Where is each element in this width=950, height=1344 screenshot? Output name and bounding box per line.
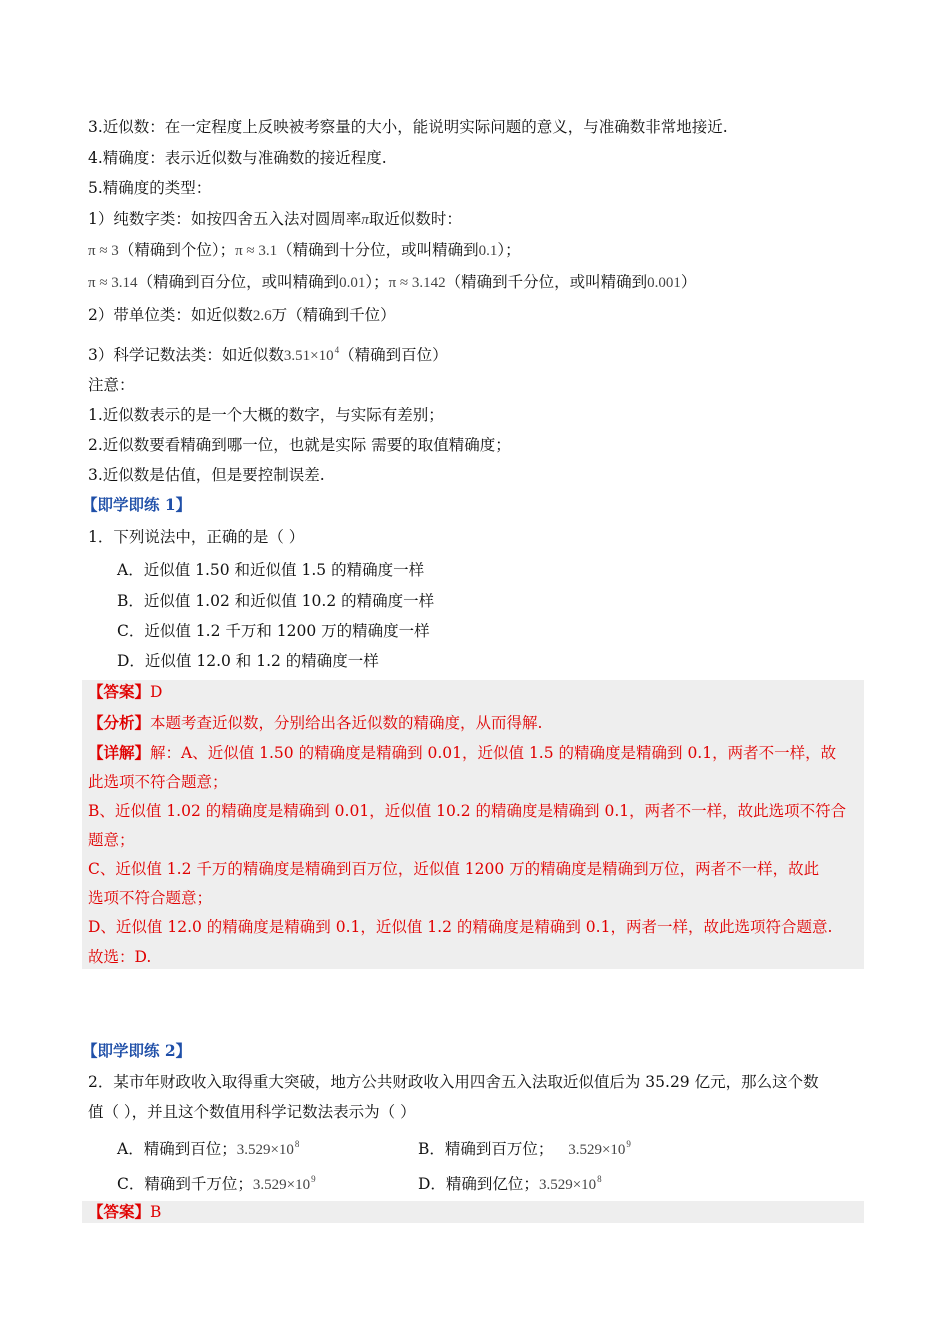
- note-line-3: 3.近似数：在一定程度上反映被考察量的大小，能说明实际问题的意义，与准确数非常地接近.: [88, 118, 728, 136]
- row1-text2: （精确到十分位，或叫精确到: [277, 241, 479, 259]
- pi-approx-3: π ≈ 3: [88, 243, 119, 259]
- type2-line: [88, 304, 396, 327]
- row2-text3: （精确到千分位，或叫精确到: [445, 273, 648, 291]
- value-2-6: 2.6: [252, 308, 272, 324]
- note-line-5: 5.精确度的类型：: [88, 179, 212, 197]
- row2-text4: ）: [680, 273, 697, 291]
- note-item-2: 2.近似数要看精确到哪一位，也就是实际 需要的取值精确度；: [88, 436, 511, 454]
- value-3-51e4: [283, 345, 340, 364]
- exercise-1-detail-line-6: 选项不符合题意；: [88, 889, 213, 907]
- option-b-label: B．精确到百万位；: [418, 1140, 554, 1158]
- note-line-4: 4.精确度：表示近似数与准确数的接近程度.: [88, 149, 387, 167]
- exercise-1-detail-line-1: [88, 742, 836, 764]
- exercise-2-question-line-1: 2．某市年财政收入取得重大突破，地方公共财政收入用四舍五入法取近似值后为 35.29 亿元，那么这个数: [88, 1073, 819, 1091]
- exercise-2-question-line-2: 值（ ），并且这个数值用科学记数法表示为（ ）: [88, 1103, 416, 1121]
- type2-prefix: 2）带单位类：如近似数: [88, 306, 253, 324]
- answer-label: 【答案】: [88, 1202, 151, 1221]
- row2-text2: ）；: [365, 273, 389, 291]
- value-0-001: 0.001: [647, 275, 681, 291]
- type1-row2: [88, 271, 696, 294]
- exercise-2-option-c: [117, 1168, 316, 1196]
- exercise-2-answer: [88, 1201, 161, 1223]
- exercise-1-detail-line-4: 题意；: [88, 831, 135, 849]
- exercise-1-option-d: D．近似值 12.0 和 1.2 的精确度一样: [117, 652, 379, 670]
- option-c-base: 3.529×10: [252, 1177, 311, 1193]
- row1-text3: ）；: [497, 241, 521, 259]
- type3-prefix: 3）科学记数法类：如近似数: [88, 346, 284, 364]
- pi-approx-3-1: π ≈ 3.1: [235, 243, 278, 259]
- detail-text: 解：A、近似值 1.50 的精确度是精确到 0.01，近似值 1.5 的精确度是精确到 0.1，两者不一样，故: [150, 744, 837, 762]
- exercise-1-detail-line-2: 此选项不符合题意；: [88, 773, 228, 791]
- option-c-value: [252, 1174, 316, 1193]
- answer-value: D: [150, 683, 163, 701]
- detail-label: 【详解】: [88, 743, 151, 762]
- answer-value: B: [150, 1203, 162, 1221]
- note-item-3: 3.近似数是估值，但是要控制误差.: [88, 466, 325, 484]
- option-a-label: A．精确到百位；: [117, 1140, 237, 1158]
- answer-label: 【答案】: [88, 682, 151, 701]
- exercise-2-title: 【即学即练 2】: [82, 1041, 192, 1060]
- exercise-1-option-b: B．近似值 1.02 和近似值 10.2 的精确度一样: [117, 592, 435, 610]
- exercise-1-answer: [88, 681, 162, 703]
- option-b-exponent: 9: [626, 1139, 631, 1149]
- note-title: 注意：: [88, 376, 135, 394]
- pi-approx-3-14: π ≈ 3.14: [88, 275, 138, 291]
- exercise-1-option-a: A．近似值 1.50 和近似值 1.5 的精确度一样: [117, 561, 425, 579]
- option-d-base: 3.529×10: [538, 1177, 597, 1193]
- option-a-value: [236, 1139, 300, 1158]
- type1-row1: [88, 239, 521, 262]
- exercise-2-solution-box: [82, 1201, 864, 1223]
- exercise-1-question: 1．下列说法中，正确的是（ ）: [88, 528, 305, 546]
- sci-exponent: 4: [334, 345, 340, 355]
- exercise-1-detail-line-3: B、近似值 1.02 的精确度是精确到 0.01，近似值 10.2 的精确度是精确到 0.1，两者不一样，故此选项不符合: [88, 802, 847, 820]
- exercise-1-detail-line-7: D、近似值 12.0 的精确度是精确到 0.1，近似值 1.2 的精确度是精确到 0.1，两者一样，故此选项符合题意.: [88, 918, 833, 936]
- analysis-text: 本题考查近似数，分别给出各近似数的精确度，从而得解.: [150, 714, 543, 732]
- option-b-base: 3.529×10: [568, 1142, 626, 1158]
- value-0-1: 0.1: [478, 243, 498, 259]
- type3-line: [88, 339, 448, 367]
- exercise-1-analysis: [88, 712, 542, 734]
- option-d-value: [538, 1174, 602, 1193]
- exercise-2-option-a: [117, 1133, 299, 1161]
- type1-line: [88, 208, 462, 231]
- option-d-exponent: 8: [597, 1174, 602, 1184]
- row2-text1: （精确到百分位，或叫精确到: [137, 273, 340, 291]
- option-a-exponent: 8: [294, 1139, 300, 1149]
- pi-approx-3-142: π ≈ 3.142: [388, 275, 446, 291]
- exercise-1-detail-line-5: C、近似值 1.2 千万的精确度是精确到百万位，近似值 1200 万的精确度是精确到万位，两者不一样，故此: [88, 860, 820, 878]
- note-item-1: 1.近似数表示的是一个大概的数字，与实际有差别；: [88, 406, 444, 424]
- type2-suffix: 万（精确到千位）: [271, 306, 396, 324]
- exercise-1-title: 【即学即练 1】: [82, 495, 192, 514]
- option-a-base: 3.529×10: [236, 1142, 294, 1158]
- exercise-2-option-d: [418, 1168, 602, 1196]
- pi-symbol: π: [361, 212, 369, 228]
- type3-suffix: （精确到百位）: [339, 346, 448, 364]
- analysis-label: 【分析】: [88, 713, 151, 732]
- sci-base: 3.51×10: [283, 348, 334, 364]
- exercise-1-detail-line-8: 故选：D.: [88, 948, 152, 966]
- row1-text1: （精确到个位）；: [118, 241, 236, 259]
- type1-suffix: 取近似数时：: [368, 210, 462, 228]
- option-c-exponent: 9: [311, 1174, 316, 1184]
- exercise-2-option-b: [418, 1133, 631, 1161]
- type1-prefix: 1）纯数字类：如按四舍五入法对圆周率: [88, 210, 362, 228]
- option-c-label: C．精确到千万位；: [117, 1175, 253, 1193]
- exercise-1-option-c: C．近似值 1.2 千万和 1200 万的精确度一样: [117, 622, 430, 640]
- value-0-01: 0.01: [339, 275, 366, 291]
- option-d-label: D．精确到亿位；: [418, 1175, 539, 1193]
- option-b-value: [568, 1139, 631, 1158]
